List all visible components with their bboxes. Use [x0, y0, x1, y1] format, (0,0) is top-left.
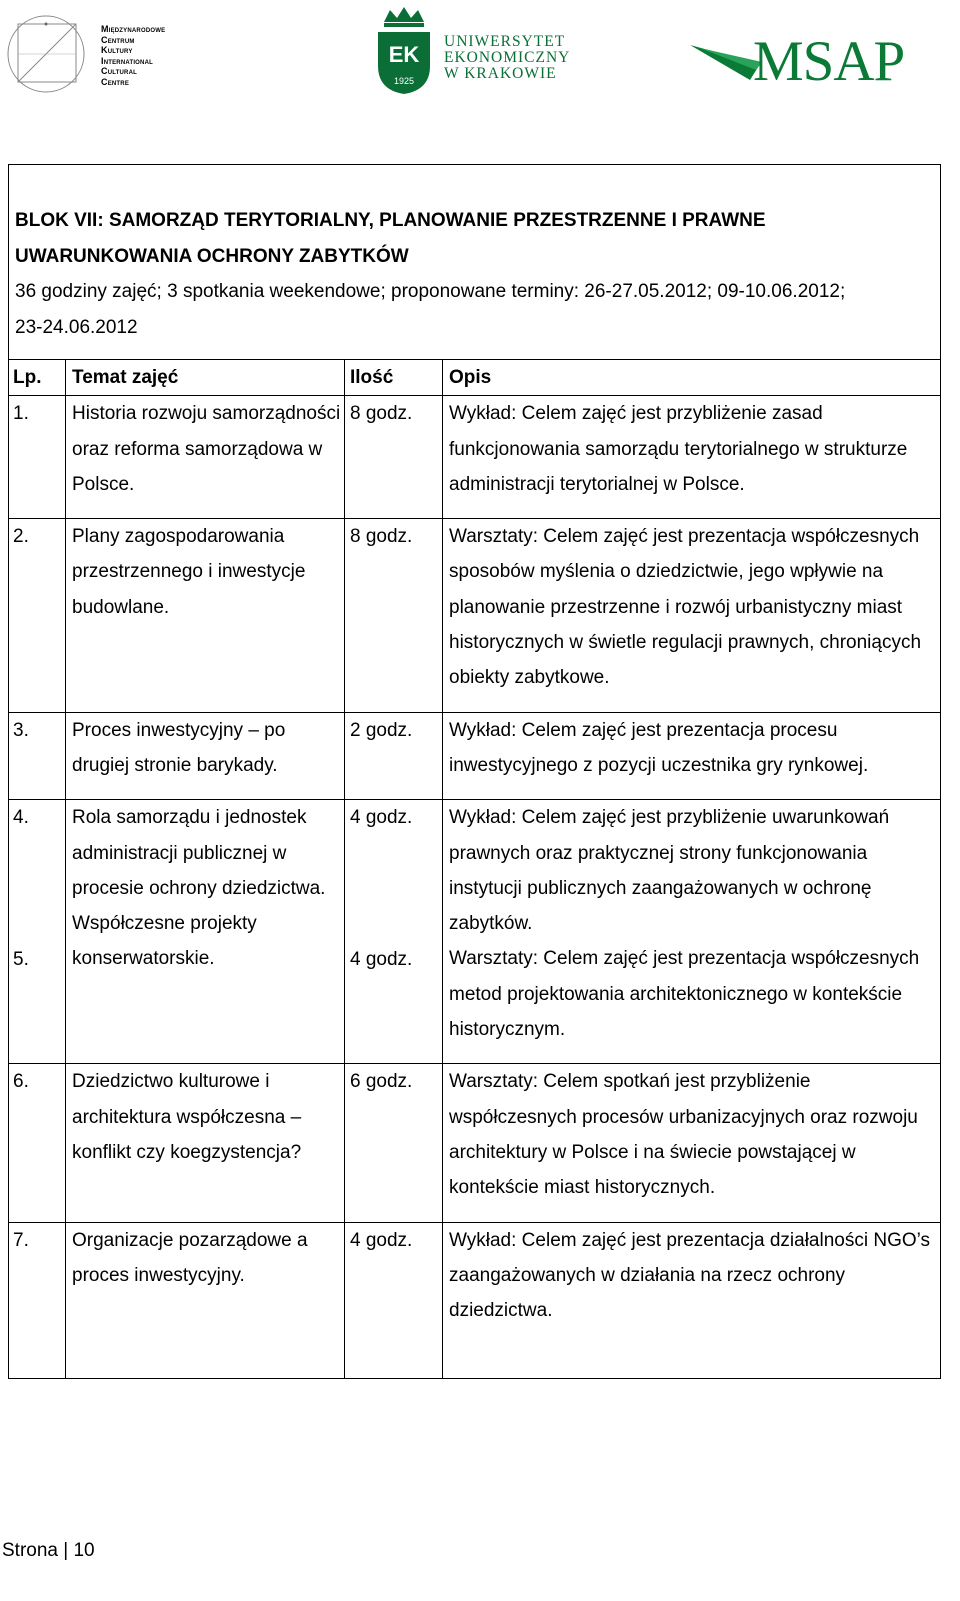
row-description: Wykład: Celem zajęć jest prezentacja procesu inwestycyjnego z pozycji uczestnika gry rynkowej.	[443, 712, 941, 800]
row-hours: 8 godz.	[345, 519, 443, 712]
svg-text:1925: 1925	[393, 76, 415, 86]
row-lp	[9, 800, 66, 1064]
row-lp-4: 4.	[13, 807, 29, 829]
page-header	[0, 0, 960, 110]
table-row	[9, 1222, 941, 1379]
block-intro	[9, 165, 941, 360]
uek-logo-text: UNIWERSYTET EKONOMICZNY W KRAKOWIE	[444, 33, 571, 82]
msap-logo	[690, 30, 950, 100]
row-hours-4: 4 godz.	[350, 807, 413, 829]
block-schedule-line2: 23-24.06.2012	[15, 316, 138, 338]
table-row	[9, 712, 941, 800]
row-description-5: Warsztaty: Celem zajęć jest prezentacja współczesnych metod projektowania architektonicznego w kontekście historycznym.	[449, 948, 920, 1041]
row-topic: Dziedzictwo kulturowe i architektura współczesna – konflikt czy koegzystencja?	[66, 1064, 345, 1222]
row-description	[443, 800, 941, 1064]
row-topic: Historia rozwoju samorządności oraz reforma samorządowa w Polsce.	[66, 396, 345, 519]
row-topic-4: Rola samorządu i jednostek administracji publicznej w procesie ochrony dziedzictwa.	[72, 807, 326, 899]
page-number: Strona | 10	[2, 1540, 95, 1561]
header-topic: Temat zajęć	[66, 360, 345, 396]
row-lp-5: 5.	[13, 948, 29, 970]
row-hours: 2 godz.	[345, 712, 443, 800]
row-lp: 3.	[9, 712, 66, 800]
row-description: Warsztaty: Celem zajęć jest prezentacja współczesnych sposobów myślenia o dziedzictwie, jego wpływie na planowanie przestrzenne i rozwój urbanistyczny miast historycznych w świetle regulacji prawnych, chroniących obiekty zabytkowe.	[443, 519, 941, 712]
block-intro-row	[9, 165, 941, 360]
row-description-4: Wykład: Celem zajęć jest przybliżenie uwarunkowań prawnych oraz praktycznej strony funkcjonowania instytucji publicznych zaangażowanych w ochronę zabytków.	[449, 807, 890, 935]
table-row	[9, 800, 941, 1064]
row-hours-5: 4 godz.	[350, 948, 413, 970]
block-title-line2: UWARUNKOWANIA OCHRONY ZABYTKÓW	[15, 245, 409, 267]
block-schedule-line1: 36 godziny zajęć; 3 spotkania weekendowe; proponowane terminy: 26-27.05.2012; 09-10.06.2012;	[15, 281, 846, 302]
icc-logo	[4, 6, 194, 96]
table-row	[9, 519, 941, 712]
table-row	[9, 396, 941, 519]
row-topic: Organizacje pozarządowe a proces inwestycyjny.	[66, 1222, 345, 1379]
svg-text:EK: EK	[388, 42, 420, 67]
row-hours: 6 godz.	[345, 1064, 443, 1222]
row-hours	[345, 800, 443, 1064]
row-description: Warsztaty: Celem spotkań jest przybliżenie współczesnych procesów urbanizacyjnych oraz rozwoju architektury w Polsce i na świecie powstającej w kontekście miast historycznych.	[443, 1064, 941, 1222]
block-title-line1: BLOK VII: SAMORZĄD TERYTORIALNY, PLANOWANIE PRZESTRZENNE I PRAWNE	[15, 210, 766, 231]
row-topic-5: Współczesne projekty konserwatorskie.	[72, 913, 257, 970]
header-lp: Lp.	[9, 360, 66, 396]
row-lp: 6.	[9, 1064, 66, 1222]
table-row	[9, 1064, 941, 1222]
row-topic: Proces inwestycyjny – po drugiej stronie barykady.	[66, 712, 345, 800]
row-hours: 4 godz.	[345, 1222, 443, 1379]
icc-emblem-icon	[4, 6, 94, 96]
table-header-row	[9, 360, 941, 396]
row-lp: 2.	[9, 519, 66, 712]
row-lp: 1.	[9, 396, 66, 519]
row-lp: 7.	[9, 1222, 66, 1379]
header-hours: Ilość	[345, 360, 443, 396]
row-description: Wykład: Celem zajęć jest przybliżenie zasad funkcjonowania samorządu terytorialnego w strukturze administracji terytorialnej w Polsce.	[443, 396, 941, 519]
icc-logo-text: Międzynarodowe Centrum Kultury International Cultural Centre	[101, 24, 166, 87]
header-description: Opis	[443, 360, 941, 396]
row-description: Wykład: Celem zajęć jest prezentacja działalności NGO’s zaangażowanych w działania na rzecz ochrony dziedzictwa.	[443, 1222, 941, 1379]
uek-crest-icon	[372, 4, 436, 96]
row-hours: 8 godz.	[345, 396, 443, 519]
row-topic	[66, 800, 345, 1064]
uek-logo	[372, 4, 572, 99]
msap-logo-text: MSAP	[753, 30, 905, 93]
row-topic: Plany zagospodarowania przestrzennego i inwestycje budowlane.	[66, 519, 345, 712]
program-table	[8, 164, 941, 1379]
